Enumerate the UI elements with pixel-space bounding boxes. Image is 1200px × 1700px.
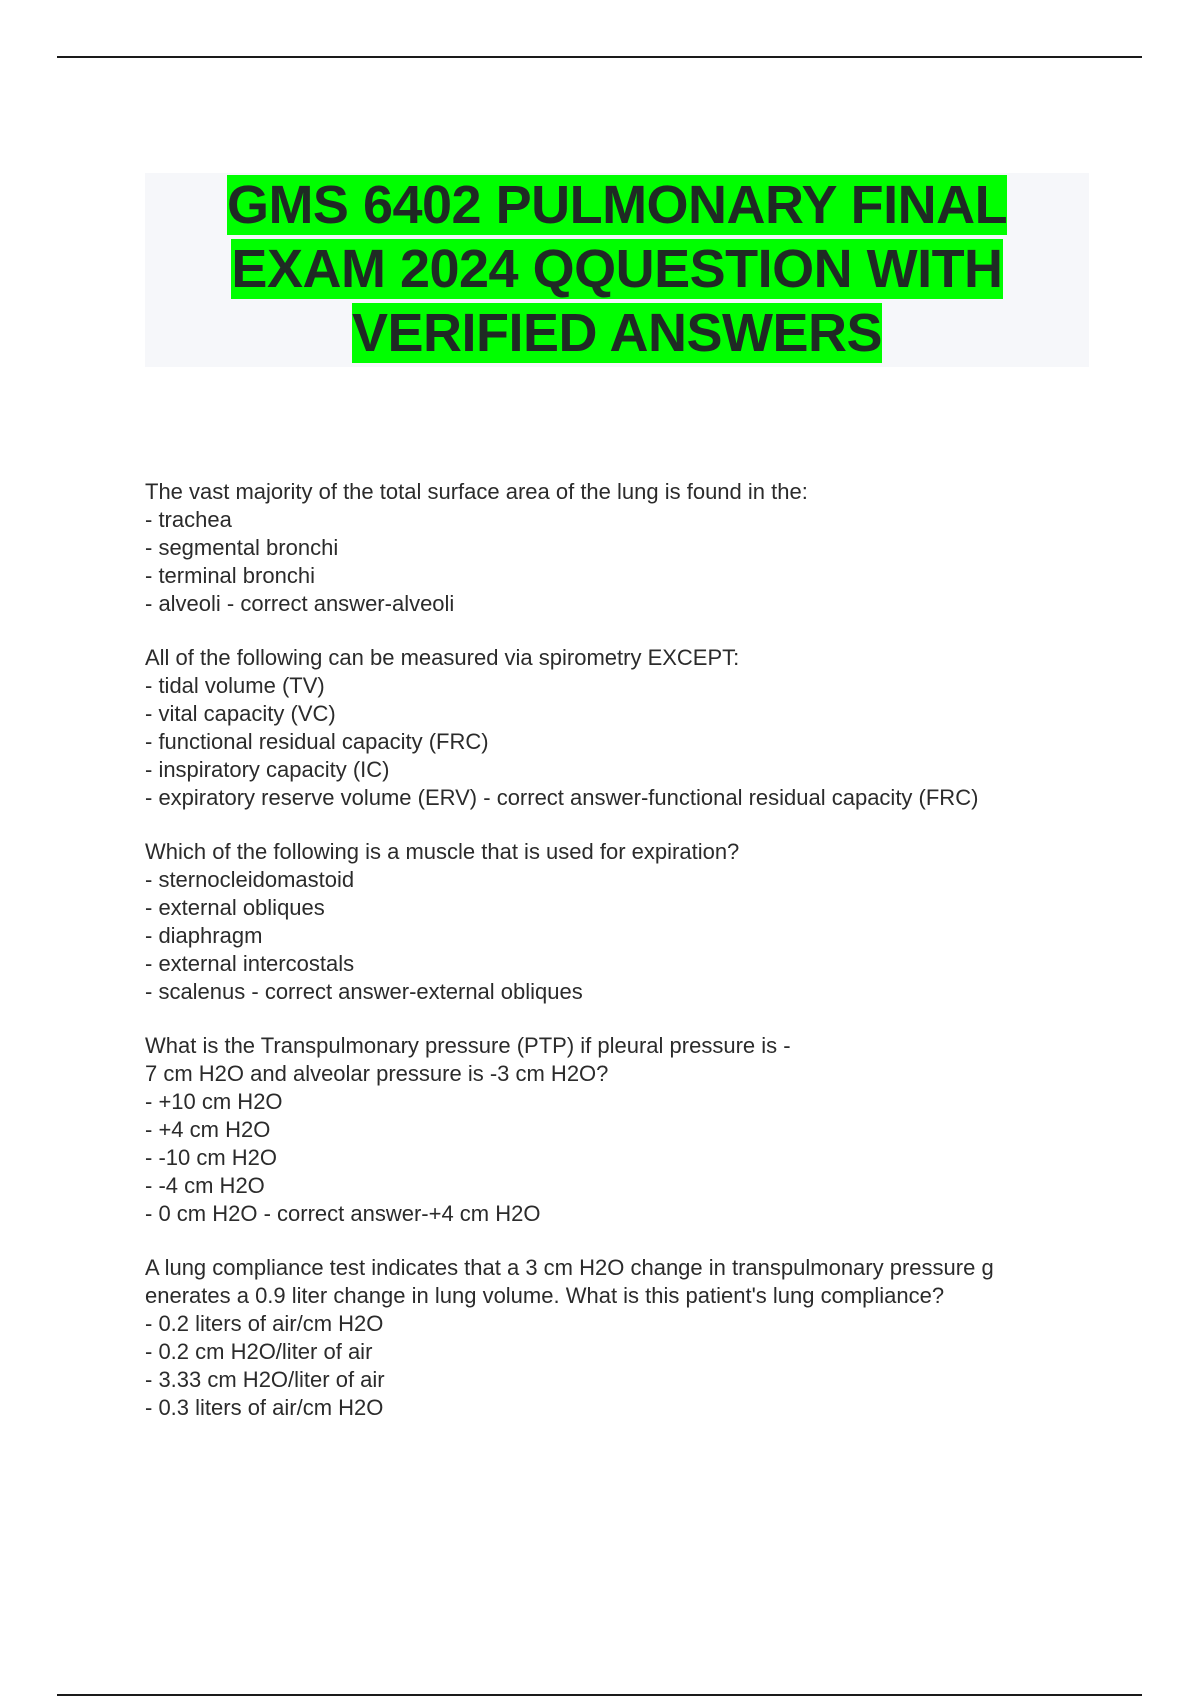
answer-option: - terminal bronchi xyxy=(145,563,315,588)
answer-option: - +4 cm H2O xyxy=(145,1117,271,1142)
answer-option: - inspiratory capacity (IC) xyxy=(145,757,390,782)
bottom-rule xyxy=(57,1694,1142,1696)
question-block xyxy=(145,838,1095,1006)
answer-option: - scalenus - correct answer-external obliques xyxy=(145,979,583,1004)
answer-option: - alveoli - correct answer-alveoli xyxy=(145,591,455,616)
answer-option: - external obliques xyxy=(145,895,325,920)
answer-option: - +10 cm H2O xyxy=(145,1089,283,1114)
question-text: What is the Transpulmonary pressure (PTP) if pleural pressure is - xyxy=(145,1033,791,1058)
question-block xyxy=(145,1254,1095,1422)
answer-option: - 0 cm H2O - correct answer-+4 cm H2O xyxy=(145,1201,541,1226)
answer-option: - external intercostals xyxy=(145,951,355,976)
question-block xyxy=(145,644,1095,812)
question-text: The vast majority of the total surface area of the lung is found in the: xyxy=(145,479,808,504)
answer-option: - tidal volume (TV) xyxy=(145,673,325,698)
question-text: All of the following can be measured via spirometry EXCEPT: xyxy=(145,645,740,670)
answer-option: 7 cm H2O and alveolar pressure is -3 cm H2O? xyxy=(145,1061,609,1086)
question-block xyxy=(145,478,1095,618)
top-rule xyxy=(57,56,1142,58)
title-box xyxy=(145,173,1089,367)
answer-option: - vital capacity (VC) xyxy=(145,701,336,726)
answer-option: - -4 cm H2O xyxy=(145,1173,265,1198)
answer-option: - sternocleidomastoid xyxy=(145,867,355,892)
answer-option: - 0.2 liters of air/cm H2O xyxy=(145,1311,384,1336)
answer-option: - 3.33 cm H2O/liter of air xyxy=(145,1367,385,1392)
answer-option: - -10 cm H2O xyxy=(145,1145,278,1170)
answer-option: - 0.3 liters of air/cm H2O xyxy=(145,1395,384,1420)
document-title: GMS 6402 PULMONARY FINAL EXAM 2024 QQUESTION WITH VERIFIED ANSWERS xyxy=(226,175,1008,363)
question-text: A lung compliance test indicates that a 3 cm H2O change in transpulmonary pressure g xyxy=(145,1255,994,1280)
answer-option: - functional residual capacity (FRC) xyxy=(145,729,489,754)
question-text: Which of the following is a muscle that is used for expiration? xyxy=(145,839,740,864)
question-block xyxy=(145,1032,1095,1228)
answer-option: enerates a 0.9 liter change in lung volume. What is this patient's lung compliance? xyxy=(145,1283,945,1308)
answer-option: - diaphragm xyxy=(145,923,263,948)
answer-option: - segmental bronchi xyxy=(145,535,339,560)
answer-option: - 0.2 cm H2O/liter of air xyxy=(145,1339,373,1364)
answer-option: - trachea xyxy=(145,507,232,532)
question-list xyxy=(145,478,1095,1448)
answer-option: - expiratory reserve volume (ERV) - correct answer-functional residual capacity (FRC) xyxy=(145,785,979,810)
